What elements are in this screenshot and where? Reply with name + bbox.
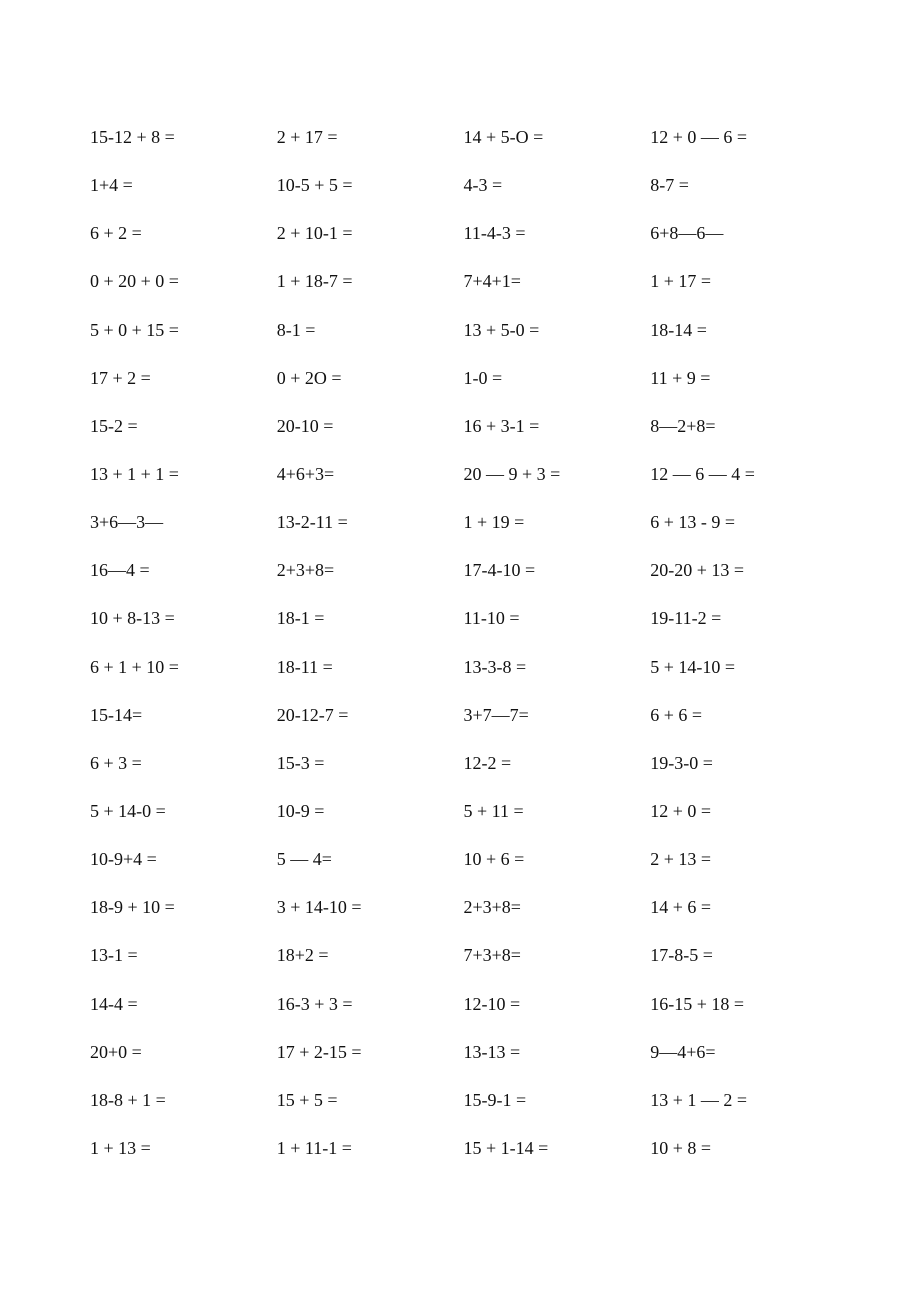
math-problem: 20 — 9 + 3 = [463,463,561,484]
math-problem: 3 + 14-10 = [276,897,362,918]
math-problem: 15-2 = [90,415,138,436]
math-problem: 7+3+8= [463,945,521,966]
worksheet-row [90,220,850,268]
math-problem: 10 + 8 = [650,1137,712,1158]
math-problem: 20+0 = [90,1041,142,1062]
math-problem: 5 + 14-10 = [650,656,736,677]
math-problem: 18-1 = [276,608,325,629]
worksheet-row [90,894,850,942]
math-problem: 20-10 = [276,415,334,436]
math-problem: 3+6—3— [90,512,164,533]
math-problem: 10 + 6 = [463,849,525,870]
math-problem: 19-3-0 = [650,752,713,773]
math-problem: 6 + 2 = [90,223,142,244]
math-problem: 11-4-3 = [463,223,526,244]
math-problem: 12 + 0 — 6 = [650,127,748,147]
worksheet-row [90,942,850,990]
math-problem: 12-10 = [463,993,521,1014]
math-problem: 14 + 6 = [650,897,712,918]
math-problem: 6 + 3 = [90,752,142,773]
math-problem: 19-11-2 = [650,608,722,629]
math-problem: 8—2+8= [650,415,716,436]
math-problem: 2 + 13 = [650,849,712,870]
math-problem: 1 + 19 = [463,512,525,533]
math-problem: 17-8-5 = [650,945,713,966]
math-problem: 18-9 + 10 = [90,897,175,918]
math-problem: 6+8—6— [650,223,724,244]
math-problem: 5 — 4= [276,849,332,870]
math-problem: 15 + 1-14 = [463,1137,549,1158]
math-problem: 6 + 13 - 9 = [650,512,736,533]
math-problem: 13-3-8 = [463,656,527,677]
worksheet-row [90,124,850,172]
math-problem: 1 + 11-1 = [276,1137,352,1158]
worksheet-row [90,1039,850,1087]
worksheet-row [90,268,850,316]
math-problem: 1 + 13 = [90,1137,151,1158]
math-problem: 13-13 = [463,1041,521,1062]
math-problem: 13 + 5-0 = [463,319,540,340]
math-problem: 8-1 = [276,319,316,340]
math-problem: 10-5 + 5 = [276,175,353,196]
math-problem: 6 + 6 = [650,704,703,725]
math-problem: 10-9+4 = [90,849,157,870]
math-problem: 1-0 = [463,367,503,388]
math-problem: 12-2 = [463,752,512,773]
worksheet-row [90,605,850,653]
worksheet-row [90,172,850,220]
math-problem: 13 + 1 + 1 = [90,463,179,484]
worksheet-row [90,1135,850,1183]
math-problem: 2 + 10-1 = [276,223,353,244]
worksheet-row [90,1087,850,1135]
math-problem: 5 + 11 = [463,800,524,821]
math-problem: 12 — 6 — 4 = [650,463,755,484]
worksheet-row [90,846,850,894]
math-problem: 1 + 17 = [650,271,712,292]
math-problem: 6 + 1 + 10 = [90,656,179,677]
math-problem: 13-2-11 = [276,512,348,533]
math-problem: 15-14= [90,704,143,725]
math-problem: 18+2 = [276,945,329,966]
math-problem: 17 + 2-15 = [276,1041,362,1062]
math-problem: 13 + 1 — 2 = [650,1089,748,1110]
math-problem: 11 + 9 = [650,367,711,388]
worksheet-row [90,509,850,557]
math-problem: 8-7 = [650,175,689,196]
math-problem: 4+6+3= [276,463,335,484]
math-problem: 12 + 0 = [650,800,712,821]
math-problem: 5 + 0 + 15 = [90,319,179,340]
math-problem: 1+4 = [90,175,133,196]
math-problem: 20-12-7 = [276,704,349,725]
math-problem: 0 + 2O = [276,367,342,388]
worksheet-row [90,654,850,702]
math-problem: 2 + 17 = [276,127,338,147]
math-problem: 15-9-1 = [463,1089,527,1110]
math-problem: 9—4+6= [650,1041,716,1062]
worksheet-row [90,413,850,461]
math-problem: 18-8 + 1 = [90,1089,166,1110]
math-problem: 14-4 = [90,993,138,1014]
math-problem: 20-20 + 13 = [650,560,745,581]
math-problem: 17 + 2 = [90,367,151,388]
math-problem: 5 + 14-0 = [90,800,166,821]
math-problem: 10 + 8-13 = [90,608,175,629]
arithmetic-grid [90,124,850,1183]
worksheet-row [90,365,850,413]
math-problem: 2+3+8= [276,560,335,581]
math-problem: 10-9 = [276,800,325,821]
worksheet-row [90,461,850,509]
worksheet-row [90,557,850,605]
math-problem: 17-4-10 = [463,560,536,581]
math-problem: 1 + 18-7 = [276,271,353,292]
math-problem: 2+3+8= [463,897,521,918]
worksheet-row [90,317,850,365]
worksheet-row [90,798,850,846]
math-problem: 0 + 20 + 0 = [90,271,179,292]
math-problem: 16—4 = [90,560,150,581]
worksheet-row [90,702,850,750]
math-problem: 16-15 + 18 = [650,993,745,1014]
math-problem: 13-1 = [90,945,138,966]
math-problem: 15-12 + 8 = [90,127,175,147]
math-problem: 7+4+1= [463,271,521,292]
worksheet-row [90,750,850,798]
math-problem: 16-3 + 3 = [276,993,353,1014]
math-problem: 15 + 5 = [276,1089,338,1110]
math-problem: 3+7—7= [463,704,529,725]
math-problem: 18-14 = [650,319,707,340]
worksheet-row [90,991,850,1039]
math-problem: 11-10 = [463,608,520,629]
math-problem: 4-3 = [463,175,503,196]
math-problem: 15-3 = [276,752,325,773]
math-problem: 14 + 5-O = [463,127,544,147]
math-problem: 16 + 3-1 = [463,415,540,436]
math-problem: 18-11 = [276,656,333,677]
